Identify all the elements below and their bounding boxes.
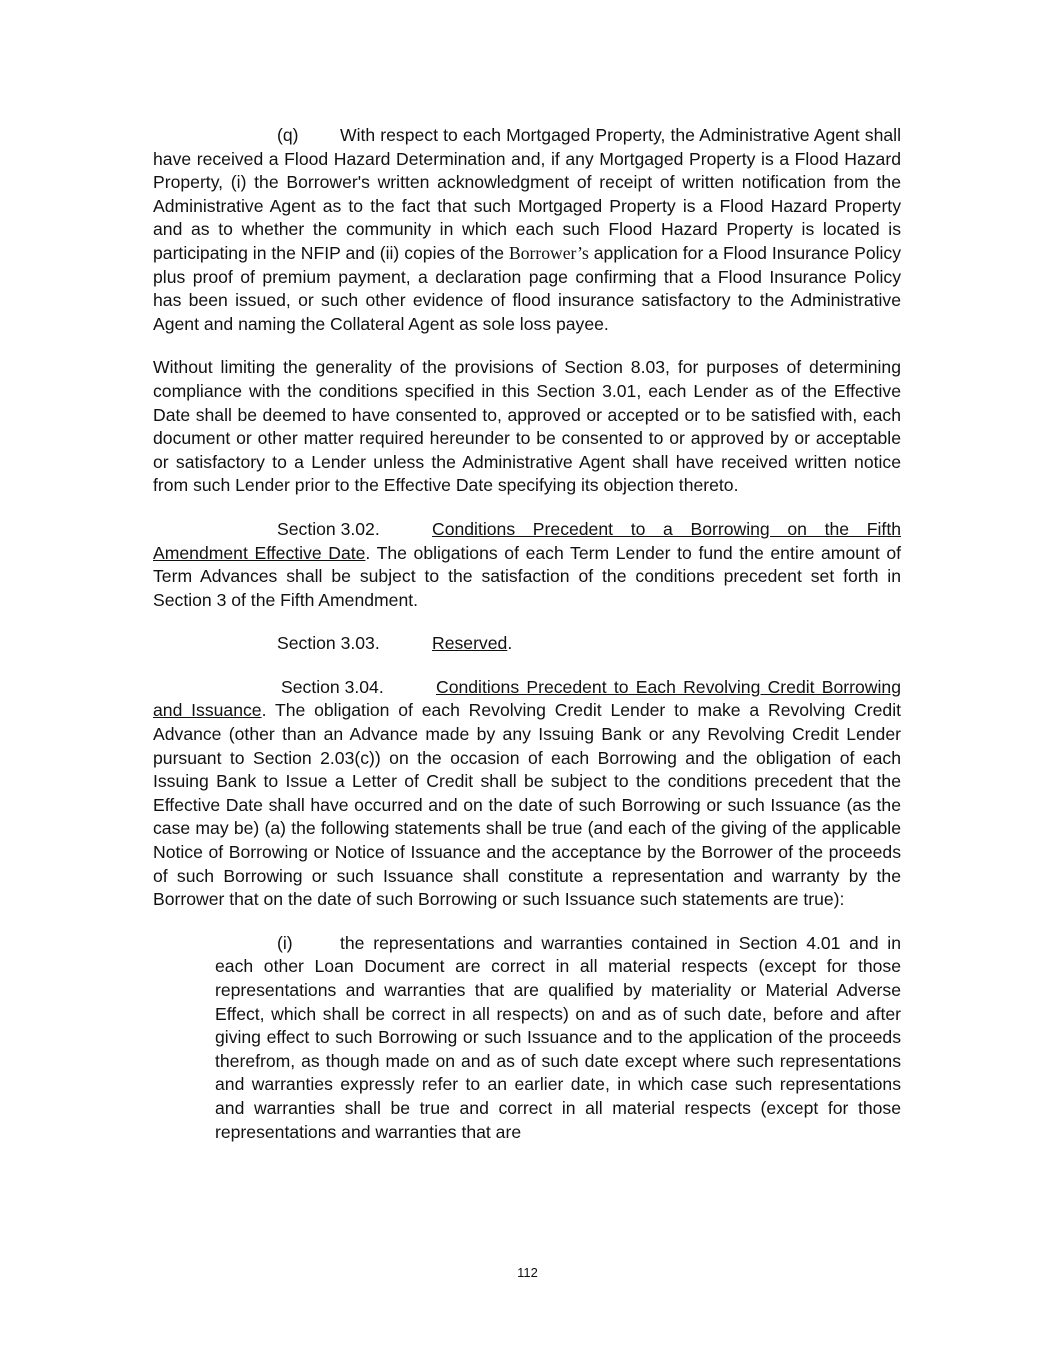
section-3-02-number: Section 3.02.	[277, 518, 380, 539]
section-3-02-body: . The obligations of each Term Lender to fund the entire amount of Term Advances shall be subject to the satisfaction of the conditions precedent set forth in Section 3 of the Fifth Amendment.	[153, 542, 901, 610]
section-3-02	[153, 518, 901, 612]
section-3-02-heading: Conditions Precedent to a Borrowing on the Fifth Amendment Effective Date	[153, 518, 901, 563]
paragraph-q-label: (q)	[277, 125, 299, 145]
paragraph-without-limiting	[153, 356, 901, 498]
paragraph-q	[153, 124, 901, 336]
paragraph-without-limiting-text: Without limiting the generality of the provisions of Section 8.03, for purposes of determining compliance with the conditions specified in this Section 3.01, each Lender as of the Effective Date shall be deemed to have consented to, approved or accepted or to be satisfied with, each document or other matter required hereunder to be consented to or approved by or acceptable or satisfactory to a Lender unless the Administrative Agent shall have received written notice from such Lender prior to the Effective Date specifying its objection thereto.	[153, 357, 901, 496]
section-3-04-heading: Conditions Precedent to Each Revolving Credit Borrowing and Issuance	[153, 676, 901, 721]
document-page	[153, 124, 901, 1144]
section-3-04	[153, 676, 901, 912]
section-3-03-heading: Reserved	[432, 633, 508, 654]
section-3-04-number: Section 3.04.	[281, 676, 384, 697]
section-3-03	[153, 632, 901, 656]
page-number: 112	[517, 1265, 538, 1280]
section-3-04-body: . The obligation of each Revolving Credit Lender to make a Revolving Credit Advance (other than an Advance made by any Issuing Bank or any Revolving Credit Lender pursuant to Section 2.03(c)) on the occasion of each Borrowing and the obligation of each Issuing Bank to Issue a Letter of Credit shall be subject to the conditions precedent that the Effective Date shall have occurred and on the date of such Borrowing or such Issuance (as the case may be) (a) the following statements shall be true (and each of the giving of the applicable Notice of Borrowing or Notice of Issuance and the acceptance by the Borrower of the proceeds of such Borrowing or such Issuance shall constitute a representation and warranty by the Borrower that on the date of such Borrowing or such Issuance such statements are true):	[153, 700, 901, 910]
paragraph-q-text-b: application for a Flood Insurance Policy plus proof of premium payment, a declaration page confirming that a Flood Insurance Policy has been issued, or such other evidence of flood insurance satisfactory to the Administrative Agent and naming the Collateral Agent as sole loss payee.	[153, 242, 902, 334]
item-i-label: (i)	[277, 932, 293, 953]
paragraph-q-borrowers: Borrower’s	[509, 242, 589, 263]
item-i-text: the representations and warranties contained in Section 4.01 and in each other Loan Document are correct in all material respects (except for those representations and warranties that are qualified by materiality or Material Adverse Effect, which shall be correct in all respects) on and as of such date, before and after giving effect to such Borrowing or such Issuance and to the application of the proceeds therefrom, as though made on and as of such date except where such representations and warranties expressly refer to an earlier date, in which case such representations and warranties shall be true and correct in all material respects (except for those representations and warranties that are	[215, 932, 901, 1142]
section-3-03-number: Section 3.03.	[277, 633, 380, 654]
paragraph-q-text-a: With respect to each Mortgaged Property, the Administrative Agent shall have received a Flood Hazard Determination and, if any Mortgaged Property is a Flood Hazard Property, (i) the Borrower's written acknowledgment of receipt of written notification from the Administrative Agent as to the fact that such Mortgaged Property is a Flood Hazard Property and as to whether the community in which each such Flood Hazard Property is located is participating in the NFIP and (ii) copies of the	[153, 125, 901, 263]
item-i	[215, 932, 901, 1144]
section-3-03-body: .	[507, 633, 513, 654]
